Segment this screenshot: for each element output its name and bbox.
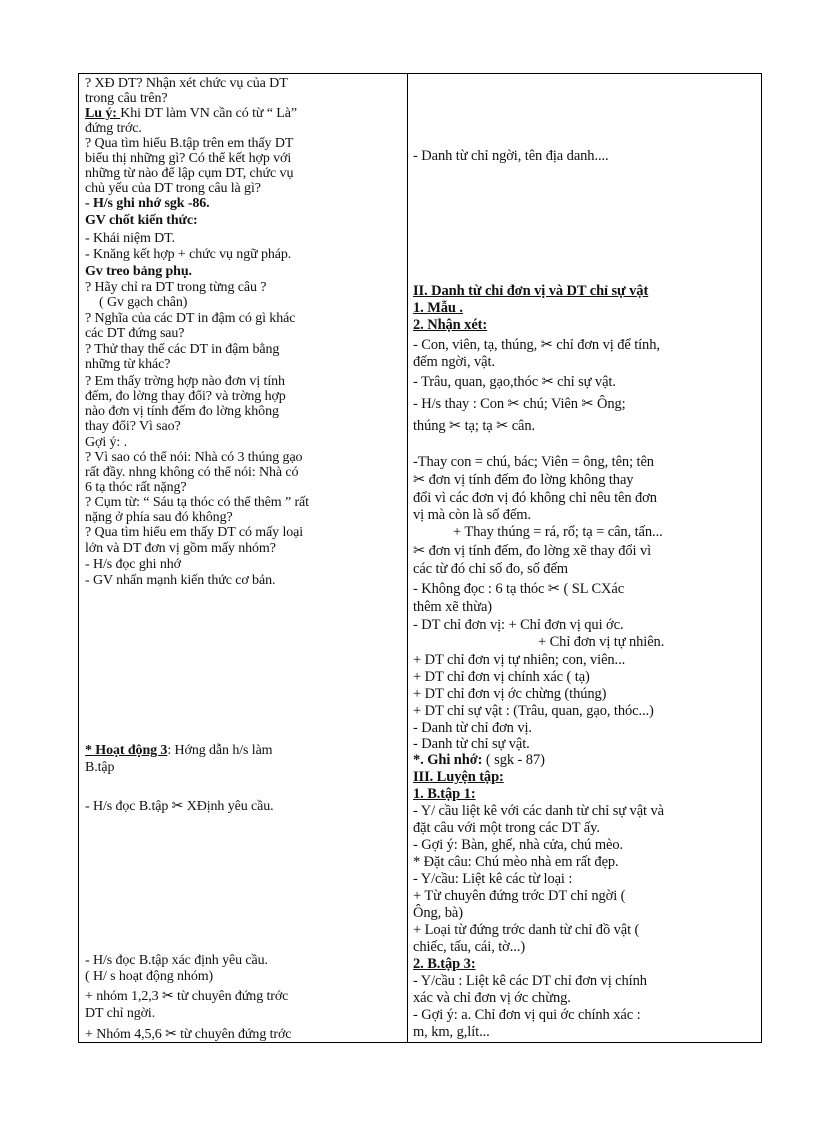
text-line: ✂ đơn vị tính đếm, đo lờng xẽ thay đổi vì — [413, 543, 652, 559]
section-heading: III. Luyện tập: — [413, 769, 504, 785]
text-line: - Y/cầu : Liệt kê các DT chỉ đơn vị chính — [413, 973, 647, 989]
text-line: đếm, đo lờng thay đổi? và trờng hợp — [85, 389, 286, 404]
text-line: Gợi ý: . — [85, 435, 127, 450]
text-line: * Đặt câu: Chú mèo nhà em rất đẹp. — [413, 854, 619, 870]
lesson-plan-table — [78, 73, 762, 1043]
text-line: biểu thị những gì? Có thể kết hợp với — [85, 151, 292, 166]
text-line: + Loại từ đứng trớc danh từ chỉ đồ vật ( — [413, 922, 640, 938]
text-line: + DT chỉ sự vật : (Trâu, quan, gạo, thóc...) — [413, 703, 654, 719]
text-line: ? Em thấy trờng hợp nào đơn vị tính — [85, 374, 285, 389]
text-line: nặng ở phía sau đó không? — [85, 510, 233, 525]
text-line: - Danh từ chỉ đơn vị. — [413, 720, 532, 736]
text-line: ? Cụm từ: “ Sáu tạ thóc có thể thêm ” rất — [85, 495, 309, 510]
text-line: - Gợi ý: a. Chỉ đơn vị qui ớc chính xác : — [413, 1007, 641, 1023]
text-line: - Danh từ chỉ ngời, tên địa danh.... — [413, 148, 609, 164]
text-line: Ông, bà) — [413, 905, 463, 921]
text-line: ? Vì sao có thể nói: Nhà có 3 thúng gạo — [85, 450, 303, 465]
text-line: + Nhóm 4,5,6 ✂ từ chuyên đứng trớc — [85, 1027, 292, 1042]
text-line: đếm ngời, vật. — [413, 354, 495, 370]
text-line: 1. B.tập 1: — [413, 786, 476, 802]
text-line: nào đơn vị tính đếm đo lờng không — [85, 404, 279, 419]
text-line: chiếc, tấu, cái, tờ...) — [413, 939, 526, 955]
text-line: - H/s đọc B.tập ✂ XĐịnh yêu cầu. — [85, 799, 274, 814]
text-line: xác và chỉ đơn vị ớc chừng. — [413, 990, 571, 1006]
text-line: - GV nhấn mạnh kiến thức cơ bản. — [85, 573, 276, 588]
text-line: trong câu trên? — [85, 91, 168, 106]
text-line: - H/s ghi nhớ sgk -86. — [85, 196, 210, 211]
text-line: + DT chỉ đơn vị chính xác ( tạ) — [413, 669, 590, 685]
text-line: - Khái niệm DT. — [85, 231, 175, 246]
text-line: ? XĐ DT? Nhận xét chức vụ của DT — [85, 76, 288, 91]
text-line: - H/s đọc B.tập xác định yêu cầu. — [85, 953, 268, 968]
text-line: ? Qua tìm hiểu em thấy DT có mấy loại — [85, 525, 304, 540]
text-line: - H/s thay : Con ✂ chú; Viên ✂ Ông; — [413, 396, 626, 412]
text-line: + DT chỉ đơn vị tự nhiên; con, viên... — [413, 652, 626, 668]
teacher-student-activity-column — [79, 74, 408, 1042]
text-line: các từ đó chỉ số đo, số đếm — [413, 561, 568, 577]
text-line: DT chỉ ngời. — [85, 1006, 156, 1021]
text-line: ( H/ s hoạt động nhóm) — [85, 969, 214, 984]
text-line: ( Gv gạch chân) — [99, 295, 188, 310]
text-line: lớn và DT đơn vị gồm mấy nhóm? — [85, 541, 276, 556]
text-line: * Hoạt động 3: Hớng dẫn h/s làm — [85, 743, 273, 758]
text-line: thay đổi? Vì sao? — [85, 419, 181, 434]
text-line: đổi vì các đơn vị đó không chỉ nêu tên đơn — [413, 490, 657, 506]
text-line: - H/s đọc ghi nhớ — [85, 557, 181, 572]
text-line: chủ yếu của DT trong câu là gì? — [85, 181, 261, 196]
text-line: ? Hãy chỉ ra DT trong từng câu ? — [85, 280, 267, 295]
text-line: 1. Mẫu . — [413, 300, 463, 316]
text-line: + Từ chuyên đứng trớc DT chỉ ngời ( — [413, 888, 626, 904]
text-line: - Gợi ý: Bàn, ghế, nhà cửa, chú mèo. — [413, 837, 624, 853]
text-line: - DT chỉ đơn vị: + Chỉ đơn vị qui ớc. — [413, 617, 624, 633]
text-line: -Thay con = chú, bác; Viên = ông, tên; tên — [413, 454, 654, 470]
text-line: - Danh từ chỉ sự vật. — [413, 736, 530, 752]
text-line: - Trâu, quan, gạo,thóc ✂ chỉ sự vật. — [413, 374, 616, 390]
text-line: đứng trớc. — [85, 121, 142, 136]
text-line: ? Qua tìm hiểu B.tập trên em thấy DT — [85, 136, 294, 151]
text-line: ✂ đơn vị tính đếm đo lờng không thay — [413, 472, 634, 488]
text-line: *. Ghi nhớ: ( sgk - 87) — [413, 752, 545, 768]
text-line: Gv treo bảng phụ. — [85, 264, 192, 279]
text-line: thêm xẽ thừa) — [413, 599, 493, 615]
text-line: vị mà còn là số đếm. — [413, 507, 532, 523]
text-line: đặt câu với một trong các DT ấy. — [413, 820, 600, 836]
text-line: 2. Nhận xét: — [413, 317, 488, 333]
text-line: 6 tạ thóc rất nặng? — [85, 480, 187, 495]
text-line: GV chốt kiến thức: — [85, 213, 198, 228]
text-line: + Chỉ đơn vị tự nhiên. — [538, 634, 665, 650]
section-heading: II. Danh từ chỉ đơn vị và DT chỉ sự vật — [413, 283, 649, 299]
text-line: thúng ✂ tạ; tạ ✂ cân. — [413, 418, 536, 434]
text-line: + Thay thúng = rá, rổ; tạ = cân, tấn... — [453, 524, 663, 540]
text-line: - Knăng kết hợp + chức vụ ngữ pháp. — [85, 247, 292, 262]
text-line: 2. B.tập 3: — [413, 956, 476, 972]
text-line: - Y/ cầu liệt kê với các danh từ chỉ sự vật và — [413, 803, 664, 819]
text-line: ? Thử thay thế các DT in đậm bằng — [85, 342, 280, 357]
text-line: + nhóm 1,2,3 ✂ từ chuyên đứng trớc — [85, 989, 289, 1004]
text-line: - Không đọc : 6 tạ thóc ✂ ( SL CXác — [413, 581, 625, 597]
text-line: các DT đứng sau? — [85, 326, 185, 341]
text-line: ? Nghĩa của các DT in đậm có gì khác — [85, 311, 296, 326]
text-line: - Y/cầu: Liệt kê các từ loại : — [413, 871, 573, 887]
text-line: + DT chỉ đơn vị ớc chừng (thúng) — [413, 686, 607, 702]
text-line: Lu ý: Khi DT làm VN cần có từ “ Là” — [85, 106, 297, 121]
text-line: rất đầy. nhng không có thể nói: Nhà có — [85, 465, 299, 480]
text-line: - Con, viên, tạ, thúng, ✂ chỉ đơn vị để tính, — [413, 337, 660, 353]
text-line: những từ nào để lập cụm DT, chức vụ — [85, 166, 294, 181]
text-line: những từ khác? — [85, 357, 171, 372]
text-line: m, km, g,lít... — [413, 1024, 490, 1040]
text-line: B.tập — [85, 760, 115, 775]
content-column — [408, 74, 761, 1042]
